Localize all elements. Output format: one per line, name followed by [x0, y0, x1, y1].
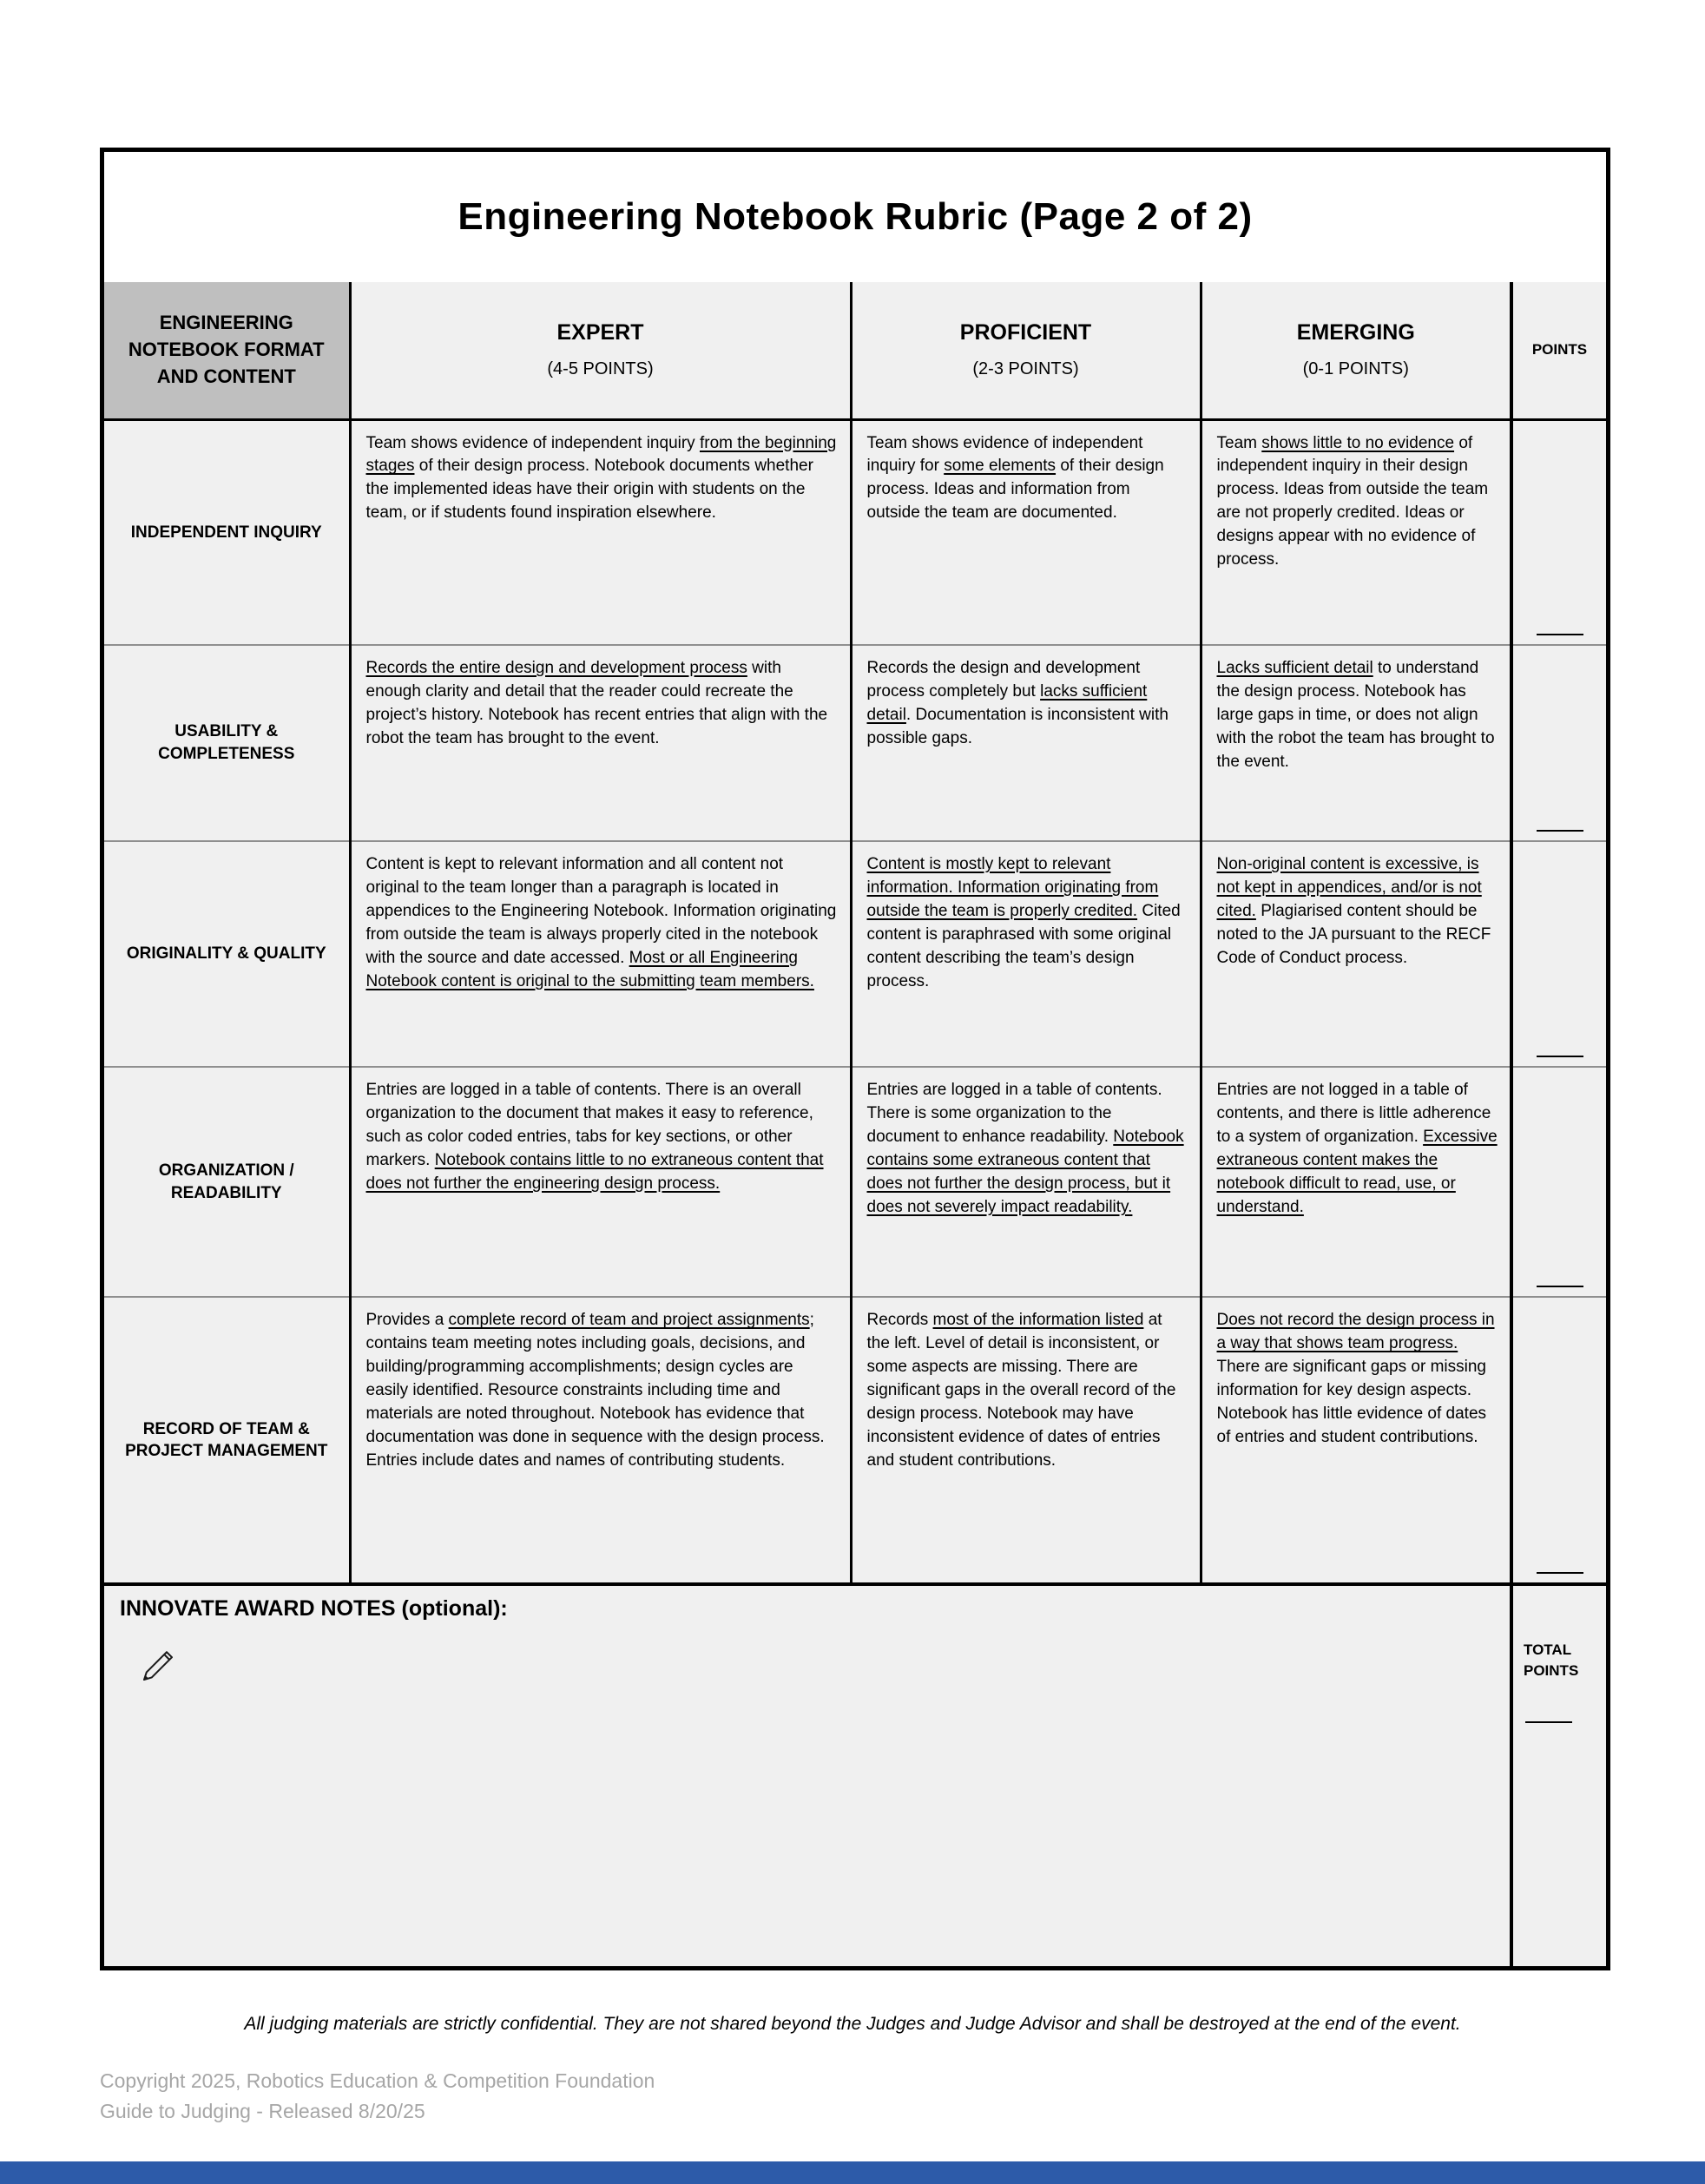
cell-originality-emerging: Non-original content is excessive, is not kept in appendices, and/or is not cited. Plagiarised content should be noted to the JA pursuant to the RECF Code of Conduct process. [1201, 841, 1511, 1067]
expert-points-range: (4-5 POINTS) [547, 359, 654, 379]
row-label-record-management: RECORD OF TEAM & PROJECT MANAGEMENT [104, 1297, 350, 1584]
innovate-notes-label: INNOVATE AWARD NOTES (optional): [120, 1596, 508, 1622]
cell-originality-proficient: Content is mostly kept to relevant information. Information originating from outside the team is properly credited. Cited content is paraphrased with some original content describing the team’s design process. [851, 841, 1201, 1067]
copyright-line-1: Copyright 2025, Robotics Education & Competition Foundation [100, 2069, 655, 2092]
column-header-proficient [851, 282, 1201, 419]
proficient-label: PROFICIENT [959, 320, 1092, 345]
points-blank-originality[interactable] [1537, 1056, 1583, 1057]
cell-organization-proficient: Entries are logged in a table of contents. There is some organization to the document to enhance readability. Notebook contains some extraneous content that does not further the design process, but it does not severely impact readability. [851, 1067, 1201, 1297]
points-cell-originality [1511, 841, 1606, 1067]
points-blank-usability[interactable] [1537, 830, 1583, 832]
emerging-points-range: (0-1 POINTS) [1302, 359, 1409, 379]
row-label-originality-quality: ORIGINALITY & QUALITY [104, 841, 350, 1067]
cell-record-emerging: Does not record the design process in a way that shows team progress. There are significant gaps or missing information for key design aspects. Notebook has little evidence of dates of entries and student contributions. [1201, 1297, 1511, 1584]
column-header-criteria: ENGINEERING NOTEBOOK FORMAT AND CONTENT [104, 282, 350, 419]
table-row-originality-quality [104, 841, 1606, 1067]
pencil-icon [137, 1630, 1494, 1688]
column-header-expert [350, 282, 851, 419]
points-cell-usability [1511, 645, 1606, 841]
table-row-independent-inquiry [104, 419, 1606, 645]
column-header-points: POINTS [1511, 282, 1606, 419]
cell-usability-expert: Records the entire design and development process with enough clarity and detail that the reader could recreate the project’s history. Notebook has recent entries that align with the robot the team has brought to the event. [350, 645, 851, 841]
cell-organization-expert: Entries are logged in a table of contents. There is an overall organization to the document that makes it easy to reference, such as color coded entries, tabs for key sections, or other markers. Notebook contains little to no extraneous content that does not further the engineering design process. [350, 1067, 851, 1297]
title-box [104, 152, 1606, 282]
innovate-notes-cell [104, 1584, 1511, 1966]
cell-usability-proficient: Records the design and development process completely but lacks sufficient detail. Documentation is inconsistent with possible gaps. [851, 645, 1201, 841]
column-header-emerging [1201, 282, 1511, 419]
points-cell-independent-inquiry [1511, 419, 1606, 645]
expert-label: EXPERT [556, 320, 644, 345]
table-row-record-management [104, 1297, 1606, 1584]
cell-originality-expert: Content is kept to relevant information and all content not original to the team longer than a paragraph is located in appendices to the Engineering Notebook. Information originating from outside the team is always properly cited in the notebook with the source and date accessed. Most or all Engineering Notebook content is original to the submitting team members. [350, 841, 851, 1067]
proficient-points-range: (2-3 POINTS) [972, 359, 1079, 379]
cell-independent-inquiry-expert: Team shows evidence of independent inquiry from the beginning stages of their design process. Notebook documents whether the implemented ideas have their origin with students on the team, or if students found inspiration elsewhere. [350, 419, 851, 645]
row-label-organization-readability: ORGANIZATION / READABILITY [104, 1067, 350, 1297]
cell-independent-inquiry-proficient: Team shows evidence of independent inquiry for some elements of their design process. Ideas and information from outside the team are documented. [851, 419, 1201, 645]
copyright-line-2: Guide to Judging - Released 8/20/25 [100, 2099, 425, 2122]
total-points-cell [1511, 1584, 1606, 1966]
emerging-label: EMERGING [1296, 320, 1415, 345]
points-blank-record[interactable] [1537, 1572, 1583, 1574]
points-blank-independent-inquiry[interactable] [1537, 634, 1583, 635]
innovate-notes-row [104, 1584, 1606, 1966]
cell-organization-emerging: Entries are not logged in a table of contents, and there is little adherence to a system of organization. Excessive extraneous content makes the notebook difficult to read, use, or understand. [1201, 1067, 1511, 1297]
rubric-page-frame [100, 148, 1610, 1970]
cell-independent-inquiry-emerging: Team shows little to no evidence of independent inquiry in their design process. Ideas from outside the team are not properly credited. Ideas or designs appear with no evidence of process. [1201, 419, 1511, 645]
points-blank-organization[interactable] [1537, 1286, 1583, 1287]
rubric-table [104, 282, 1606, 1966]
table-row-organization-readability [104, 1067, 1606, 1297]
total-points-label: TOTAL POINTS [1524, 1641, 1579, 1680]
cell-record-proficient: Records most of the information listed at the left. Level of detail is inconsistent, or some aspects are missing. There are significant gaps in the overall record of the design process. Notebook may have inconsistent evidence of dates of entries and student contributions. [851, 1297, 1201, 1584]
table-row-usability-completeness [104, 645, 1606, 841]
page-title: Engineering Notebook Rubric (Page 2 of 2) [458, 195, 1253, 238]
copyright-block [100, 2066, 655, 2126]
points-cell-organization [1511, 1067, 1606, 1297]
notes-writing-area[interactable] [120, 1688, 1494, 1949]
points-cell-record [1511, 1297, 1606, 1584]
cell-usability-emerging: Lacks sufficient detail to understand the design process. Notebook has large gaps in time, or does not align with the robot the team has brought to the event. [1201, 645, 1511, 841]
row-label-usability-completeness: USABILITY & COMPLETENESS [104, 645, 350, 841]
confidential-note: All judging materials are strictly confidential. They are not shared beyond the Judges and Judge Advisor and shall be destroyed at the end of the event. [244, 2014, 1461, 2034]
total-points-blank[interactable] [1525, 1721, 1572, 1723]
header-row [104, 282, 1606, 419]
cell-record-expert: Provides a complete record of team and project assignments; contains team meeting notes including goals, decisions, and building/programming accomplishments; design cycles are easily identified. Resource constraints including time and materials are noted throughout. Notebook has evidence that documentation was done in sequence with the design process. Entries include dates and names of contributing students. [350, 1297, 851, 1584]
bottom-blue-bar [0, 2161, 1705, 2184]
row-label-independent-inquiry: INDEPENDENT INQUIRY [104, 419, 350, 645]
